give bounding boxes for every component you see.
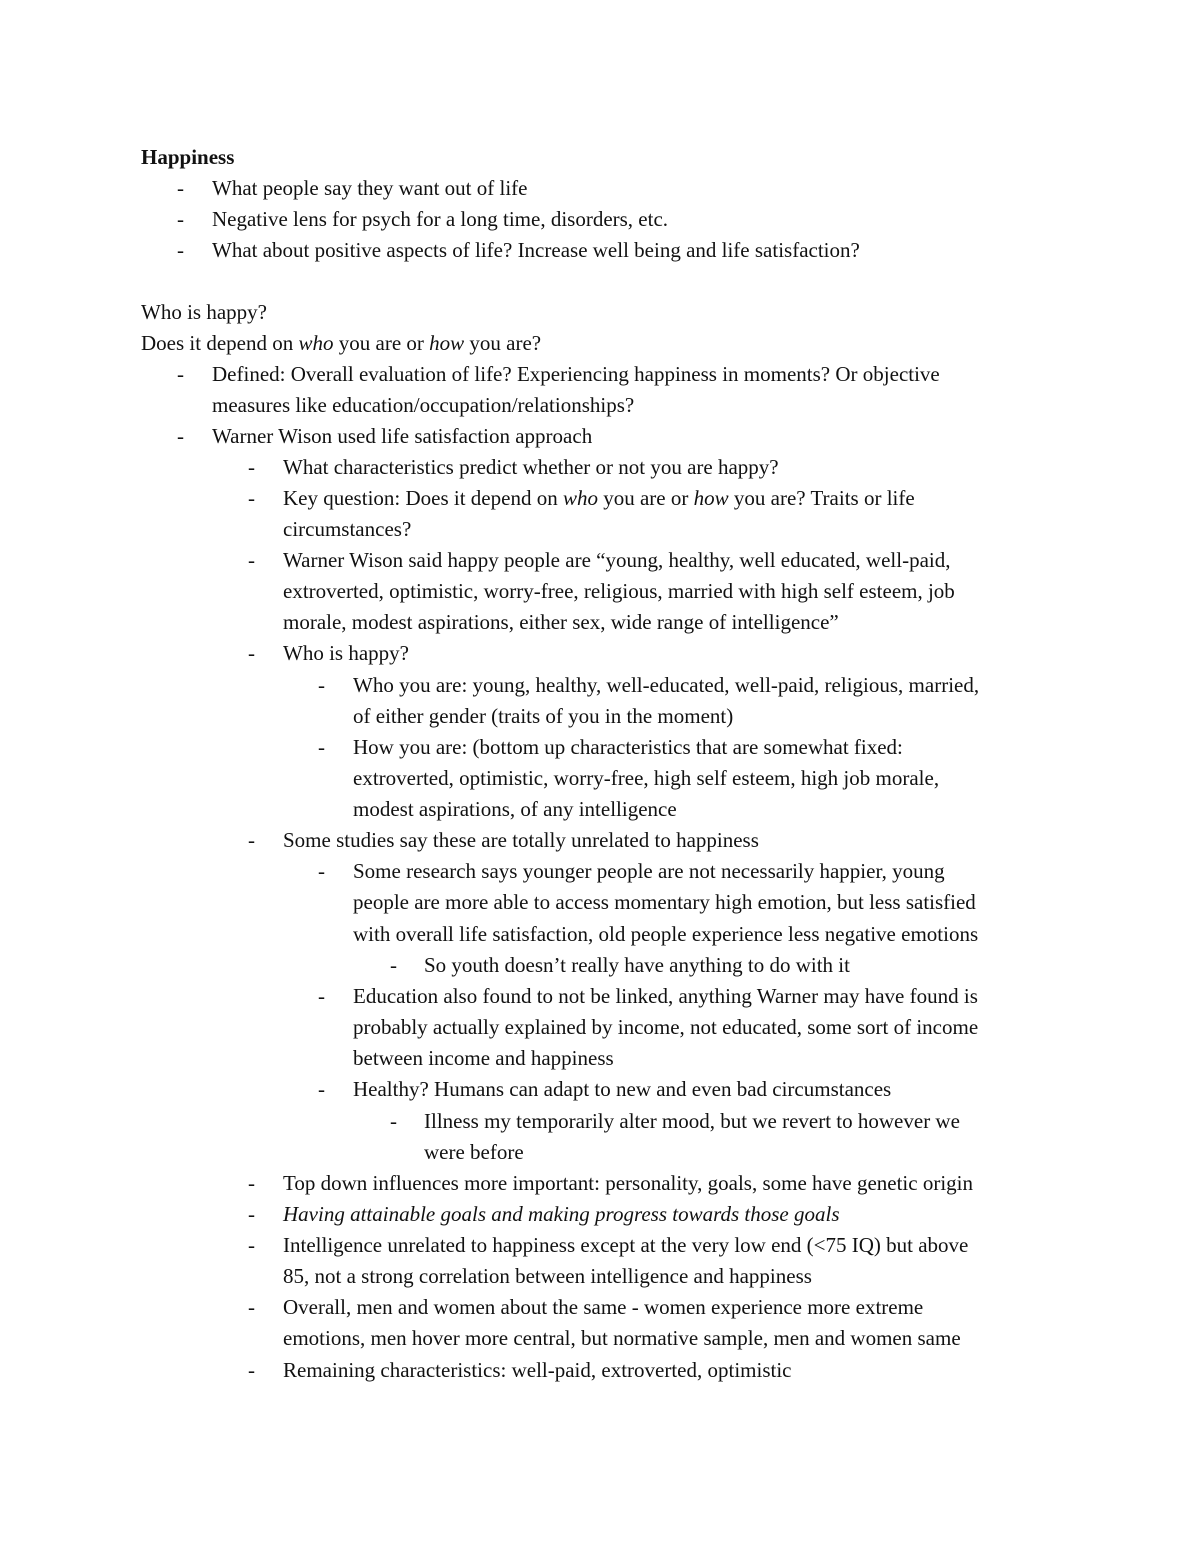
list-item: Negative lens for psych for a long time, disorders, etc. [212, 207, 669, 231]
list-item: Illness my temporarily alter mood, but we revert to however we [424, 1109, 960, 1133]
list-item: Top down influences more important: personality, goals, some have genetic origin [283, 1171, 973, 1195]
list-item-continuation: probably actually explained by income, not educated, some sort of income [353, 1015, 979, 1039]
bullet-dash [248, 1233, 255, 1257]
list-item-continuation: extroverted, optimistic, worry-free, high self esteem, high job morale, [353, 766, 940, 790]
list-item-continuation: measures like education/occupation/relationships? [212, 393, 635, 417]
list-item: Who you are: young, healthy, well-educated, well-paid, religious, married, [353, 673, 980, 697]
list-item: Warner Wison used life satisfaction approach [212, 424, 593, 448]
section-question: Does it depend on who you are or how you are? [141, 331, 542, 355]
bullet-dash [177, 362, 184, 386]
list-item-continuation: circumstances? [283, 517, 412, 541]
bullet-dash [248, 828, 255, 852]
bullet-dash [318, 984, 325, 1008]
doc-title: Happiness [141, 145, 235, 169]
bullet-dash [177, 176, 184, 200]
bullet-dash [390, 1109, 397, 1133]
list-item: Education also found to not be linked, anything Warner may have found is [353, 984, 978, 1008]
bullet-dash [248, 1171, 255, 1195]
list-item-continuation: morale, modest aspirations, either sex, wide range of intelligence” [283, 610, 839, 634]
list-item-continuation: extroverted, optimistic, worry-free, religious, married with high self esteem, job [283, 579, 955, 603]
list-item: Key question: Does it depend on who you are or how you are? Traits or life [283, 486, 915, 510]
list-item: How you are: (bottom up characteristics that are somewhat fixed: [353, 735, 903, 759]
bullet-dash [318, 735, 325, 759]
list-item: Who is happy? [283, 641, 409, 665]
list-item-continuation: people are more able to access momentary high emotion, but less satisfied [353, 890, 976, 914]
bullet-dash [248, 1295, 255, 1319]
bullet-dash [248, 548, 255, 572]
bullet-dash [318, 859, 325, 883]
list-item-continuation: emotions, men hover more central, but normative sample, men and women same [283, 1326, 961, 1350]
list-item: Some studies say these are totally unrelated to happiness [283, 828, 759, 852]
list-item: Overall, men and women about the same - women experience more extreme [283, 1295, 924, 1319]
list-item: Defined: Overall evaluation of life? Experiencing happiness in moments? Or objective [212, 362, 940, 386]
bullet-dash [177, 424, 184, 448]
bullet-dash [390, 953, 397, 977]
bullet-dash [177, 207, 184, 231]
bullet-dash [248, 1202, 255, 1226]
list-item-continuation: modest aspirations, of any intelligence [353, 797, 677, 821]
bullet-dash [248, 1358, 255, 1382]
list-item: What people say they want out of life [212, 176, 528, 200]
list-item-continuation: 85, not a strong correlation between intelligence and happiness [283, 1264, 812, 1288]
list-item: So youth doesn’t really have anything to do with it [424, 953, 850, 977]
bullet-dash [248, 455, 255, 479]
bullet-dash [318, 1077, 325, 1101]
list-item: Intelligence unrelated to happiness except at the very low end (<75 IQ) but above [283, 1233, 969, 1257]
list-item: Having attainable goals and making progress towards those goals [283, 1202, 840, 1226]
bullet-dash [318, 673, 325, 697]
bullet-dash [248, 641, 255, 665]
list-item: Warner Wison said happy people are “young, healthy, well educated, well-paid, [283, 548, 951, 572]
bullet-dash [248, 486, 255, 510]
list-item-continuation: with overall life satisfaction, old people experience less negative emotions [353, 922, 979, 946]
bullet-dash [177, 238, 184, 262]
list-item: What about positive aspects of life? Increase well being and life satisfaction? [212, 238, 860, 262]
list-item: Healthy? Humans can adapt to new and even bad circumstances [353, 1077, 892, 1101]
section-heading: Who is happy? [141, 300, 267, 324]
list-item: What characteristics predict whether or not you are happy? [283, 455, 779, 479]
list-item-continuation: were before [424, 1140, 524, 1164]
list-item-continuation: of either gender (traits of you in the moment) [353, 704, 734, 728]
list-item-continuation: between income and happiness [353, 1046, 614, 1070]
list-item: Some research says younger people are not necessarily happier, young [353, 859, 945, 883]
list-item: Remaining characteristics: well-paid, extroverted, optimistic [283, 1358, 792, 1382]
